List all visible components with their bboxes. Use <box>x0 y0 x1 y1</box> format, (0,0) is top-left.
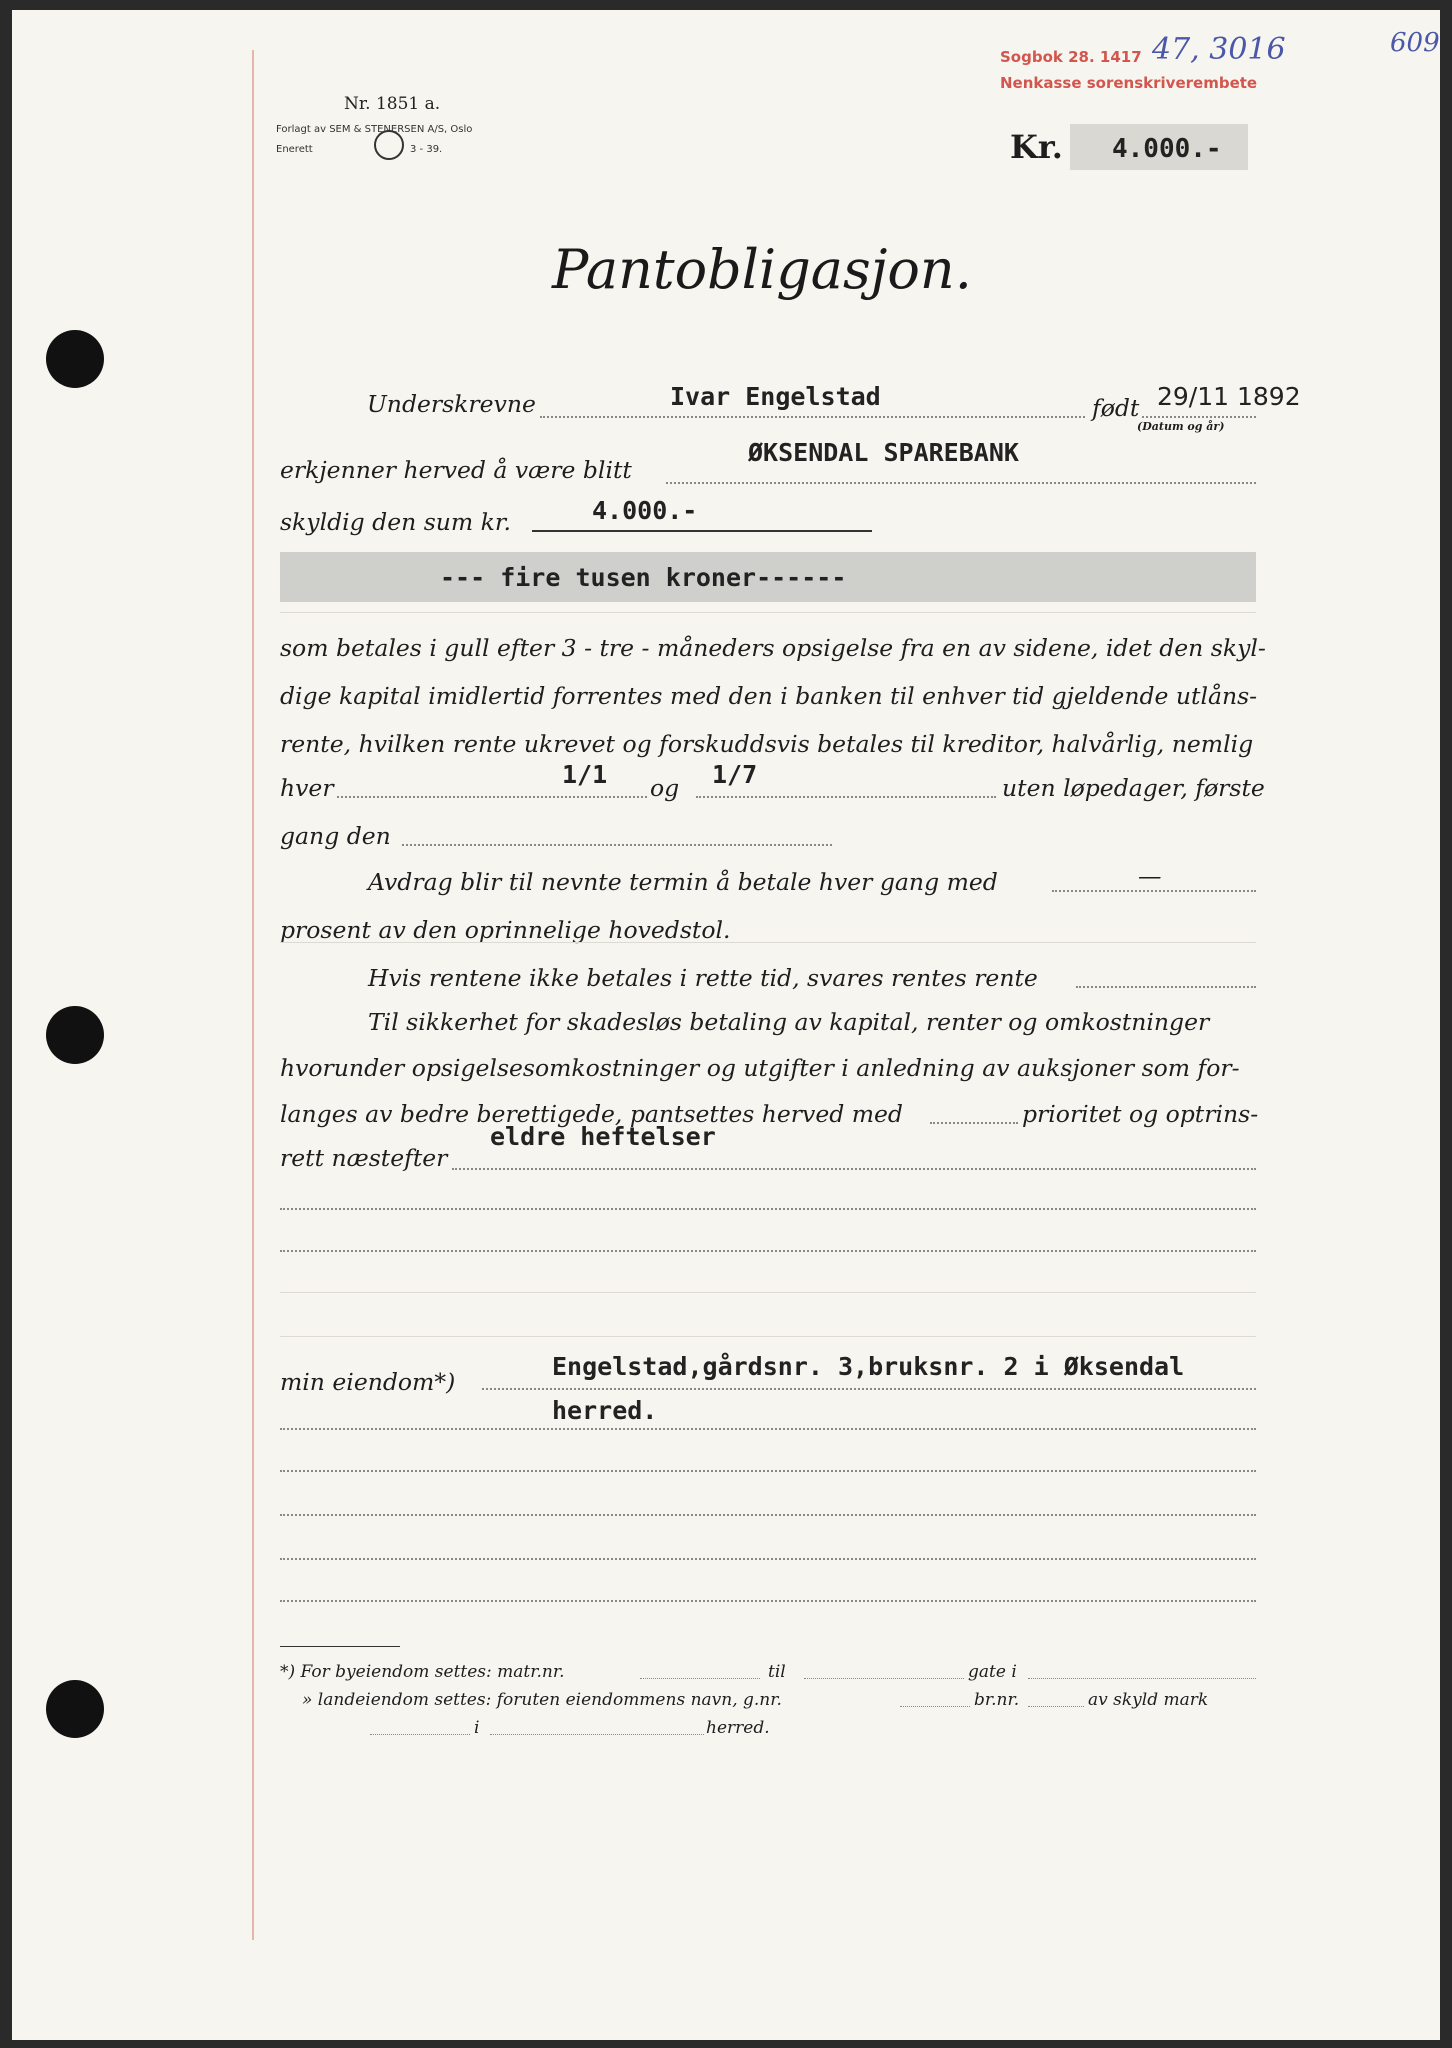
birth-date: 29/11 1892 <box>1157 382 1301 411</box>
footnote-dots <box>1028 1678 1256 1679</box>
hvis-line <box>1076 986 1256 988</box>
footnote-dots <box>804 1678 964 1679</box>
hver-label: hver <box>280 774 334 802</box>
name-line <box>540 416 1085 418</box>
footnote-line-1c: gate i <box>968 1662 1017 1682</box>
debtor-name: Ivar Engelstad <box>670 382 881 411</box>
binder-hole-middle <box>46 1006 104 1064</box>
skyldig-label: skyldig den sum kr. <box>280 508 512 536</box>
footnote-rule <box>280 1646 400 1647</box>
eiendom-value-1: Engelstad,gårdsnr. 3,bruksnr. 2 i Øksendal <box>552 1352 1185 1381</box>
lopedager-text: uten løpedager, første <box>1002 774 1265 802</box>
rett-value: eldre heftelser <box>490 1122 716 1151</box>
og-label: og <box>650 774 680 802</box>
registry-stamp-line2: Nenkasse sorenskriverembete <box>1000 74 1258 92</box>
sum-line <box>532 530 872 532</box>
sikkerhet-line-3a: langes av bedre berettigede, pantsettes herved med <box>280 1100 903 1128</box>
publisher-emblem <box>374 130 404 160</box>
blank-line <box>280 1600 1256 1602</box>
term-2: 1/7 <box>712 760 758 789</box>
sikkerhet-line-2: hvorunder opsigelsesomkostninger og utgifter i anledning av auksjoner som for- <box>280 1054 1240 1082</box>
eiendom-label: min eiendom*) <box>280 1368 456 1396</box>
sikkerhet-line-3b: prioritet og optrins- <box>1022 1100 1259 1128</box>
birth-date-hint: (Datum og år) <box>1137 420 1225 433</box>
avdrag-text: Avdrag blir til nevnte termin å betale hver gang med <box>368 868 998 896</box>
footnote-line-2c: av skyld mark <box>1088 1690 1209 1710</box>
fodt-label: født <box>1092 394 1140 422</box>
handwritten-reference: 47, 3016 <box>1152 32 1286 67</box>
term2-line <box>696 796 996 798</box>
footnote-line-1a: *) For byeiendom settes: matr.nr. <box>280 1662 565 1682</box>
amount-value: 4.000.- <box>1112 134 1222 164</box>
faint-ruled-line <box>280 1292 1256 1293</box>
footnote-dots <box>900 1706 970 1707</box>
rett-line <box>452 1168 1256 1170</box>
page-title: Pantobligasjon. <box>552 238 972 301</box>
margin-rule <box>252 50 254 1940</box>
avdrag-value: — <box>1138 862 1162 890</box>
blank-line <box>280 1208 1256 1210</box>
footnote-dots <box>490 1734 704 1735</box>
prosent-text: prosent av den oprinnelige hovedstol. <box>280 916 731 944</box>
amount-label: Kr. <box>1010 128 1063 166</box>
footnote-line-2b: br.nr. <box>974 1690 1020 1710</box>
body-line-3: rente, hvilken rente ukrevet og forskuddsvis betales til kreditor, halvårlig, nemlig <box>280 730 1254 758</box>
rett-label: rett næstefter <box>280 1144 448 1172</box>
blank-line <box>280 1250 1256 1252</box>
eiendom-value-2: herred. <box>552 1396 658 1425</box>
faint-ruled-line <box>280 612 1256 613</box>
term-1: 1/1 <box>562 760 608 789</box>
binder-hole-bottom <box>46 1680 104 1738</box>
creditor-name: ØKSENDAL SPAREBANK <box>748 438 1019 467</box>
footnote-dots <box>640 1678 760 1679</box>
birthdate-line <box>1142 416 1256 418</box>
publisher-date: 3 - 39. <box>410 144 443 155</box>
prioritet-line <box>930 1122 1018 1124</box>
eiendom-line-2 <box>280 1428 1256 1430</box>
sum-value: 4.000.- <box>592 496 698 525</box>
publisher-enerett: Enerett <box>276 144 313 155</box>
footnote-line-3b: herred. <box>706 1718 770 1738</box>
faint-ruled-line <box>280 1336 1256 1337</box>
footnote-line-3a: i <box>474 1718 480 1738</box>
eiendom-line-1 <box>482 1388 1256 1390</box>
binder-hole-top <box>46 330 104 388</box>
gang-den-label: gang den <box>280 822 391 850</box>
page-number: 609 <box>1390 28 1440 58</box>
footnote-line-1b: til <box>768 1662 786 1682</box>
blank-line <box>280 1470 1256 1472</box>
blank-line <box>280 1558 1256 1560</box>
gang-den-line <box>402 844 832 846</box>
avdrag-line <box>1052 890 1256 892</box>
body-line-2: dige kapital imidlertid forrentes med den i banken til enhver tid gjeldende utlåns- <box>280 682 1258 710</box>
footnote-dots <box>370 1734 470 1735</box>
footnote-dots <box>1028 1706 1084 1707</box>
blank-line <box>280 1514 1256 1516</box>
term1-line <box>337 796 647 798</box>
registry-stamp-line1: Sogbok 28. 1417 <box>1000 48 1142 66</box>
amount-in-words: --- fire tusen kroner------ <box>440 563 847 592</box>
document-page <box>12 10 1440 2040</box>
footnote-line-2a: » landeiendom settes: foruten eiendommens navn, g.nr. <box>302 1690 782 1710</box>
form-number: Nr. 1851 a. <box>344 94 441 114</box>
erkjenner-label: erkjenner herved å være blitt <box>280 456 632 484</box>
creditor-line <box>666 482 1256 484</box>
sikkerhet-line-1: Til sikkerhet for skadesløs betaling av kapital, renter og omkostninger <box>368 1008 1210 1036</box>
body-line-1: som betales i gull efter 3 - tre - måneders opsigelse fra en av sidene, idet den skyl- <box>280 634 1266 662</box>
publisher-line: Forlagt av SEM & STENERSEN A/S, Oslo <box>276 124 473 135</box>
faint-ruled-line <box>280 942 1256 943</box>
hvis-text: Hvis rentene ikke betales i rette tid, svares rentes rente <box>368 964 1038 992</box>
underskrevne-label: Underskrevne <box>367 390 536 418</box>
